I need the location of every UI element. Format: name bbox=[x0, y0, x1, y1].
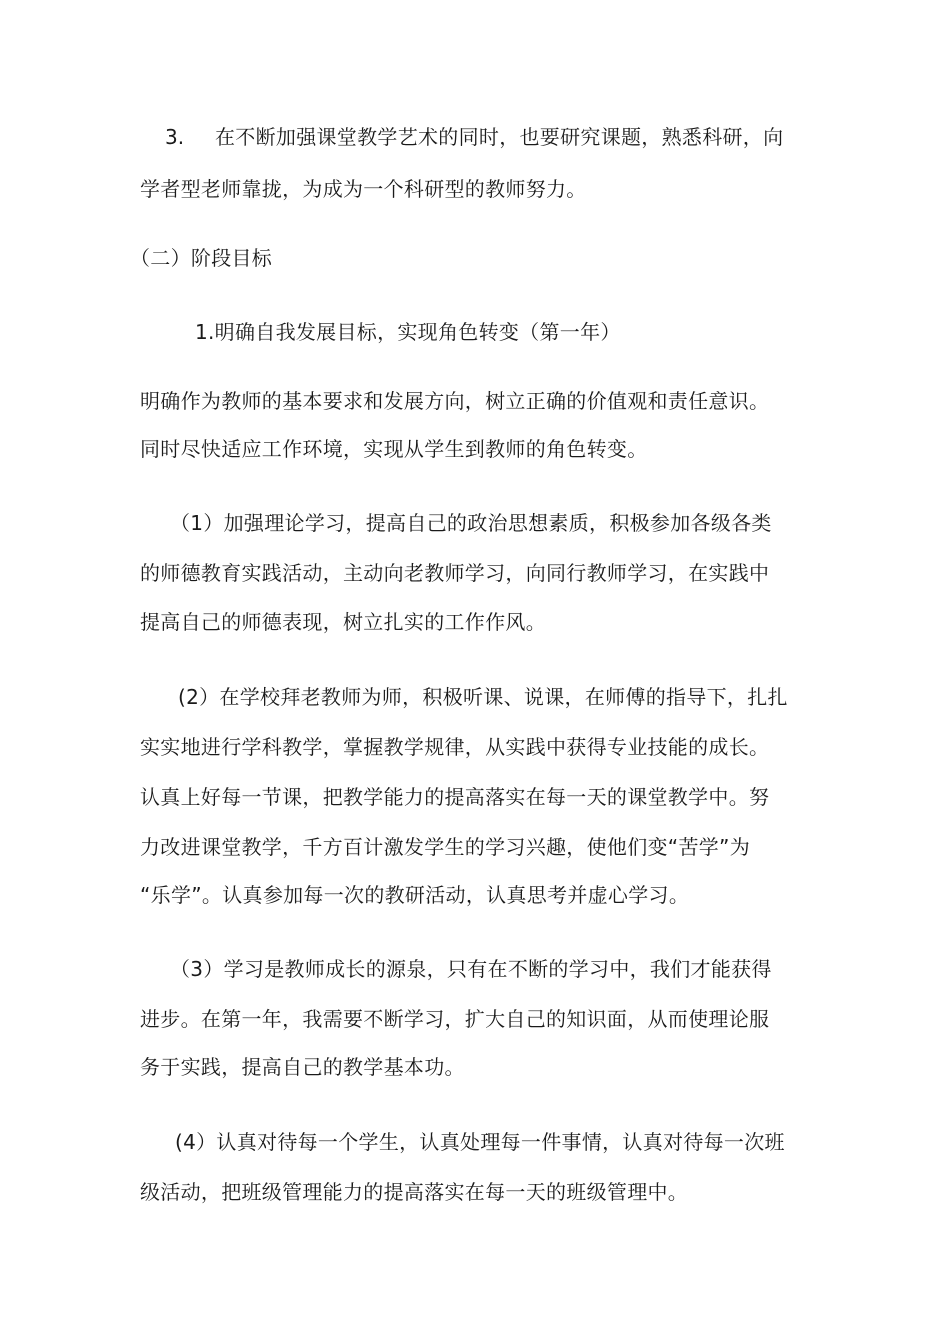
paragraph-line: (4）认真对待每一个学生，认真处理每一件事情，认真对待每一次班 bbox=[175, 1130, 785, 1154]
paragraph-line: 实实地进行学科教学，掌握教学规律，从实践中获得专业技能的成长。 bbox=[140, 735, 770, 759]
subsection-heading: 1.明确自我发展目标，实现角色转变（第一年） bbox=[195, 320, 621, 344]
paragraph-line: 进步。在第一年，我需要不断学习，扩大自己的知识面，从而使理论服 bbox=[140, 1007, 770, 1031]
section-heading: （二）阶段目标 bbox=[130, 246, 273, 270]
paragraph-line: 务于实践，提高自己的教学基本功。 bbox=[140, 1055, 465, 1079]
paragraph-line: 力改进课堂教学，千方百计激发学生的学习兴趣，使他们变“苦学”为 bbox=[140, 835, 751, 859]
paragraph-line: 认真上好每一节课，把教学能力的提高落实在每一天的课堂教学中。努 bbox=[140, 785, 770, 809]
paragraph-line: 明确作为教师的基本要求和发展方向，树立正确的价值观和责任意识。 bbox=[140, 389, 770, 413]
paragraph-line: 同时尽快适应工作环境，实现从学生到教师的角色转变。 bbox=[140, 437, 648, 461]
paragraph-line: 的师德教育实践活动，主动向老教师学习，向同行教师学习，在实践中 bbox=[140, 561, 770, 585]
paragraph-line: （3）学习是教师成长的源泉，只有在不断的学习中，我们才能获得 bbox=[170, 957, 772, 981]
paragraph-line: (2）在学校拜老教师为师，积极听课、说课，在师傅的指导下，扎扎 bbox=[178, 685, 788, 709]
paragraph-line: 学者型老师靠拢，为成为一个科研型的教师努力。 bbox=[140, 177, 587, 201]
paragraph-line: 在不断加强课堂教学艺术的同时，也要研究课题，熟悉科研，向 bbox=[215, 125, 784, 149]
paragraph-line: 级活动，把班级管理能力的提高落实在每一天的班级管理中。 bbox=[140, 1180, 689, 1204]
paragraph-line: “乐学”。认真参加每一次的教研活动，认真思考并虚心学习。 bbox=[140, 883, 690, 907]
paragraph-line: （1）加强理论学习，提高自己的政治思想素质，积极参加各级各类 bbox=[170, 511, 772, 535]
item-number: 3. bbox=[165, 125, 185, 149]
paragraph-line: 提高自己的师德表现，树立扎实的工作作风。 bbox=[140, 610, 546, 634]
